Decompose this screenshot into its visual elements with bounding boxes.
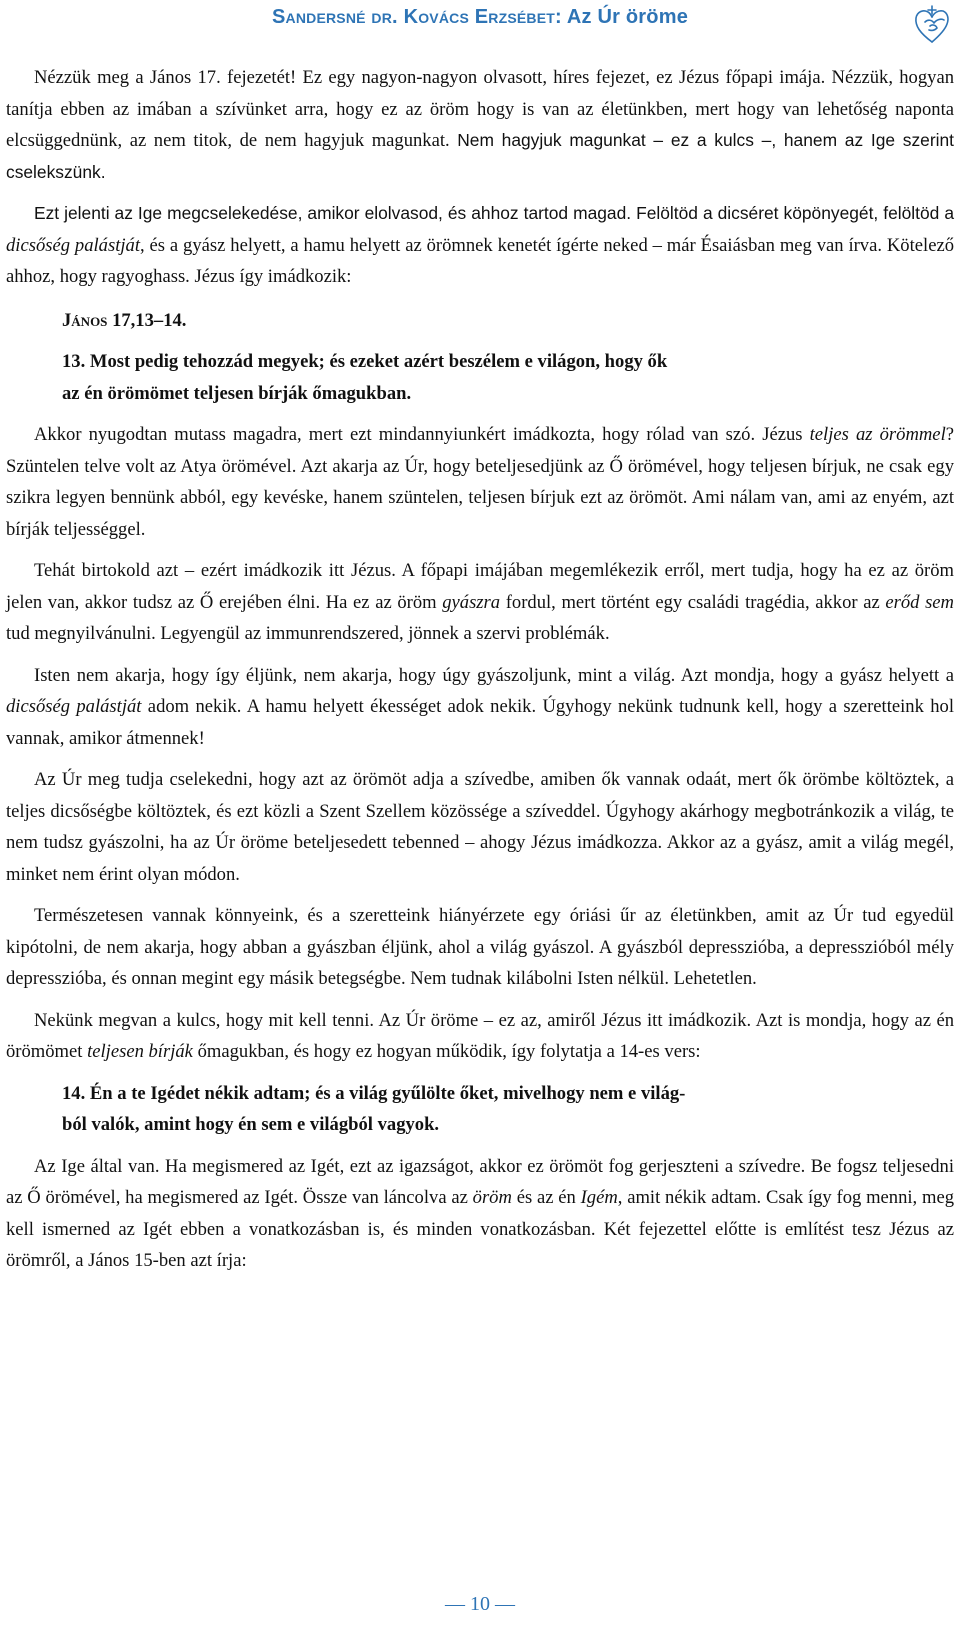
bible-quote-1-line-1: 13. Most pedig tehozzád megyek; és ezeket azért beszélem e világon, hogy ők xyxy=(62,351,668,372)
paragraph-8-start: Nekünk megvan a kulcs, hogy mit kell tenni. Az Úr öröme – ez az, amiről Jézus itt imádkozik. Azt is mondja, hogy az én örömömet xyxy=(6,1009,954,1062)
paragraph-5-end: adom nekik. A hamu helyett ékességet adok nekik. Úgyhogy nekünk tudnunk kell, hogy a szeretteink hol vannak, amikor átmennek! xyxy=(6,696,954,749)
paragraph-4-start: Tehát birtokold azt – ezért imádkozik itt Jézus. A főpapi imájában megemlékezik erről, mert tudja, hogy ha ez az öröm jelen van, akkor tudsz az Ő erejében élni. Ha ez az öröm xyxy=(6,560,954,613)
paragraph-5-start: Isten nem akarja, hogy így éljünk, nem akarja, hogy úgy gyászoljunk, mint a világ. Azt mondja, hogy a gyász helyett a xyxy=(34,664,954,686)
paragraph-9-end: , amit nékik adtam. Csak így fog menni, meg kell ismerned az Igét ebben a vonatkozásban is, és minden vonatkozásban. Két fejezettel előtte is említést tesz Jézus az örömről, a János 15-ben azt írja: xyxy=(6,1187,954,1271)
paragraph-7: Természetesen vannak könnyeink, és a szeretteink hiányérzete egy óriási űr az életünkben, amit az Úr tud egyedül kipótolni, de nem akarja, hogy abban a gyászban éljünk, ahol a világ gyászol. A gyászból depresszióba, a depresszióból mély depresszióba, és onnan megint egy másik betegségbe. Nem tudnak kilábolni Isten nélkül. Lehetetlen. xyxy=(6,905,954,989)
paragraph-3-italic: teljes az örömmel xyxy=(809,424,946,445)
bible-quote-2-line-2: ból valók, amint hogy én sem e világból vagyok. xyxy=(62,1114,440,1135)
paragraph-9 xyxy=(6,1151,954,1277)
paragraph-2 xyxy=(6,198,954,293)
paragraph-8-italic: teljesen bírják xyxy=(87,1041,193,1062)
paragraph-9-italic-2: Igém xyxy=(580,1187,618,1208)
paragraph-2-end: , és a gyász helyett, a hamu helyett az örömnek kenetét ígérte neked – már Ésaiásban meg van írva. Kötelező ahhoz, hogy ragyoghass. Jézus így imádkozik: xyxy=(6,234,954,287)
paragraph-3 xyxy=(6,419,954,545)
bible-quote-1 xyxy=(62,346,882,409)
paragraph-4-mid: fordul, mert történt egy családi tragédia, akkor az xyxy=(500,591,886,613)
header-author: Sandersné dr. Kovács Erzsébet: xyxy=(271,6,562,28)
paragraph-4 xyxy=(6,555,954,650)
dove-heart-icon xyxy=(910,2,954,48)
paragraph-5 xyxy=(6,660,954,755)
paragraph-9-mid: és az én xyxy=(511,1187,581,1208)
running-header xyxy=(0,6,960,29)
paragraph-2-italic: dicsőség palástját xyxy=(6,234,141,256)
paragraph-8 xyxy=(6,1005,954,1068)
paragraph-6: Az Úr meg tudja cselekedni, hogy azt az örömöt adja a szívedbe, amiben ők vannak odaát, mert ők örömbe költöztek, a teljes dicsőségbe költöztek, és ezt közli a Szent Szellem közössége a szíveddel. Úgyhogy akárhogy megbotránkozik a világ, te nem tudsz gyászolni, ha az Úr öröme beteljesedett tebenned – ahogy Jézus imádkozza. Akkor az a gyász, amit a világ megél, minket nem érint olyan módon. xyxy=(6,769,954,885)
paragraph-3-end: ? Szüntelen telve volt az Atya örömével. Azt akarja az Úr, hogy beteljesedjünk az Ő örömével, hogy teljesen bírjuk, ne csak egy szikra legyen bennünk abból, egy kevéske, hanem szüntelen, teljesen bírjuk ezt az örömöt. Ami nálam van, ami az enyém, azt bírják teljességgel. xyxy=(6,424,954,540)
paragraph-5-italic: dicsőség palástját xyxy=(6,696,142,717)
paragraph-9-italic-1: öröm xyxy=(472,1187,512,1208)
header-book-title: Az Úr öröme xyxy=(566,6,689,28)
paragraph-2-start: Ezt jelenti az Ige megcselekedése, amikor elolvasod, és ahhoz tartod magad. Felöltöd a dicséret köpönyegét, felöltöd a xyxy=(34,203,954,223)
bible-reference xyxy=(62,305,954,337)
bible-quote-2-line-1: 14. Én a te Igédet nékik adtam; és a világ gyűlölte őket, mivelhogy nem e világ- xyxy=(62,1082,686,1104)
paragraph-9-start: Az Ige által van. Ha megismered az Igét, ezt az igazságot, akkor ez örömöt fog gerjeszteni a szívedre. Be fogsz teljesedni az Ő örömével, ha megismered az Igét. Össze van láncolva az xyxy=(6,1155,954,1208)
paragraph-8-end: őmagukban, és hogy ez hogyan működik, így folytatja a 14-es vers: xyxy=(192,1041,701,1062)
paragraph-3-start: Akkor nyugodtan mutass magadra, mert ezt mindannyiunkért imádkozta, hogy rólad van szó. Jézus xyxy=(34,424,810,445)
bible-quote-1-line-2: az én örömömet teljesen bírják őmagukban. xyxy=(62,382,412,404)
bible-reference-text: János 17,13–14. xyxy=(62,309,187,331)
paragraph-1-text: Nézzük meg a János 17. fejezetét! Ez egy nagyon-nagyon olvasott, híres fejezet, ez Jézus főpapi imája. Nézzük, hogyan tanítja ebben az imában a szívünket arra, hogy ez az öröm hogy is van az életünkben, mert hogy van lehetőség naponta elcsüggednünk, az nem titok, de nem hagyjuk magunkat. xyxy=(6,67,954,151)
paragraph-1-tail: Nem hagyjuk magunkat – ez a kulcs –, hanem az Ige szerint cselekszünk. xyxy=(6,130,954,182)
paragraph-4-italic-1: gyászra xyxy=(442,591,501,613)
paragraph-4-end: tud megnyilvánulni. Legyengül az immunrendszered, jönnek a szervi problémák. xyxy=(6,623,610,644)
page-number: — 10 — xyxy=(445,1593,515,1615)
main-text xyxy=(6,62,954,1277)
bible-quote-2 xyxy=(62,1078,882,1141)
paragraph-4-italic-2: erőd sem xyxy=(885,591,954,613)
paragraph-1 xyxy=(6,62,954,188)
